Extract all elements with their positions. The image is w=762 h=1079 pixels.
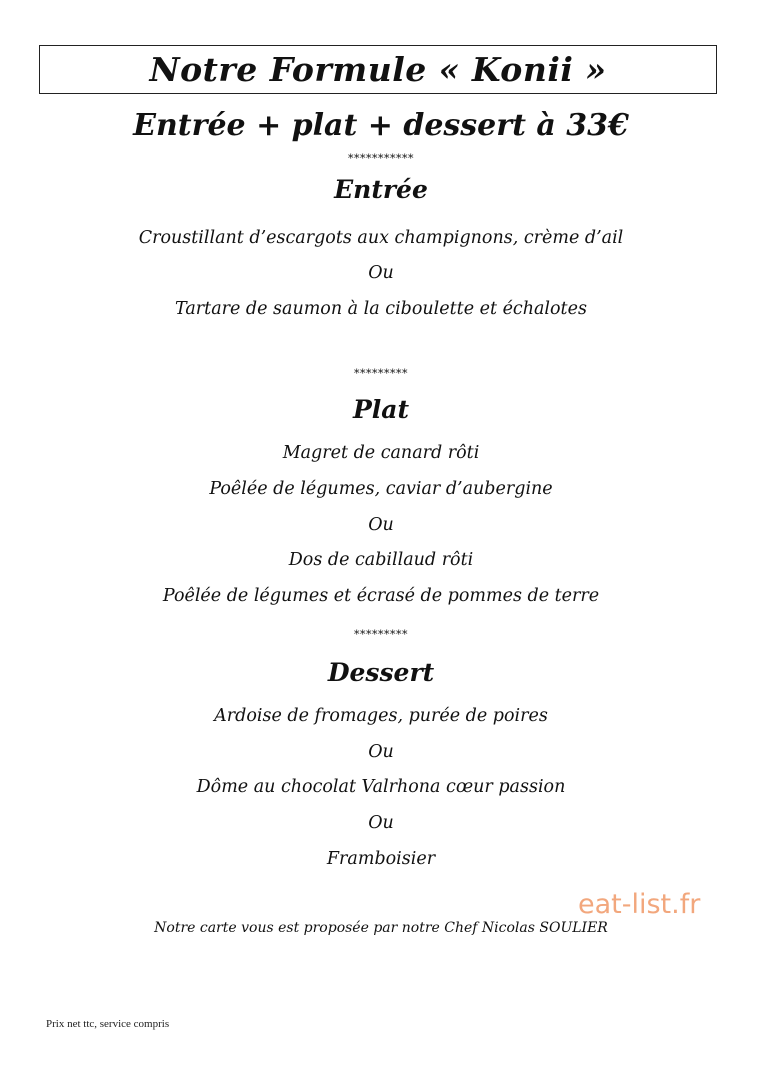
separator-3: ********* <box>354 628 408 641</box>
title-box <box>39 45 717 94</box>
dessert-or-2: Ou <box>368 813 394 833</box>
separator-1: *********** <box>348 152 414 165</box>
chef-signature: Notre carte vous est proposée par notre Chef Nicolas SOULIER <box>154 920 608 936</box>
entree-item-1: Croustillant d’escargots aux champignons, crème d’ail <box>138 228 624 248</box>
eat-list-watermark: eat-list.fr <box>578 889 701 920</box>
dessert-item-2: Dôme au chocolat Valrhona cœur passion <box>196 777 566 797</box>
plat-or-1: Ou <box>368 515 394 535</box>
plat-item-3: Dos de cabillaud rôti <box>288 550 474 570</box>
heading-entree: Entrée <box>334 175 428 204</box>
dessert-item-3: Framboisier <box>326 849 436 869</box>
price-footer-note: Prix net ttc, service compris <box>46 1018 170 1030</box>
plat-item-2: Poêlée de légumes, caviar d’aubergine <box>209 479 553 499</box>
menu-title: Notre Formule « Konii » <box>149 50 607 89</box>
plat-item-1: Magret de canard rôti <box>282 443 480 463</box>
entree-or-1: Ou <box>368 263 394 283</box>
separator-2: ********* <box>354 367 408 380</box>
dessert-item-1: Ardoise de fromages, purée de poires <box>214 706 548 726</box>
dessert-or-1: Ou <box>368 742 394 762</box>
plat-item-4: Poêlée de légumes et écrasé de pommes de terre <box>162 586 600 606</box>
heading-plat: Plat <box>352 395 410 424</box>
entree-item-2: Tartare de saumon à la ciboulette et échalotes <box>175 299 587 319</box>
menu-subtitle: Entrée + plat + dessert à 33€ <box>133 108 629 143</box>
heading-dessert: Dessert <box>327 658 435 687</box>
